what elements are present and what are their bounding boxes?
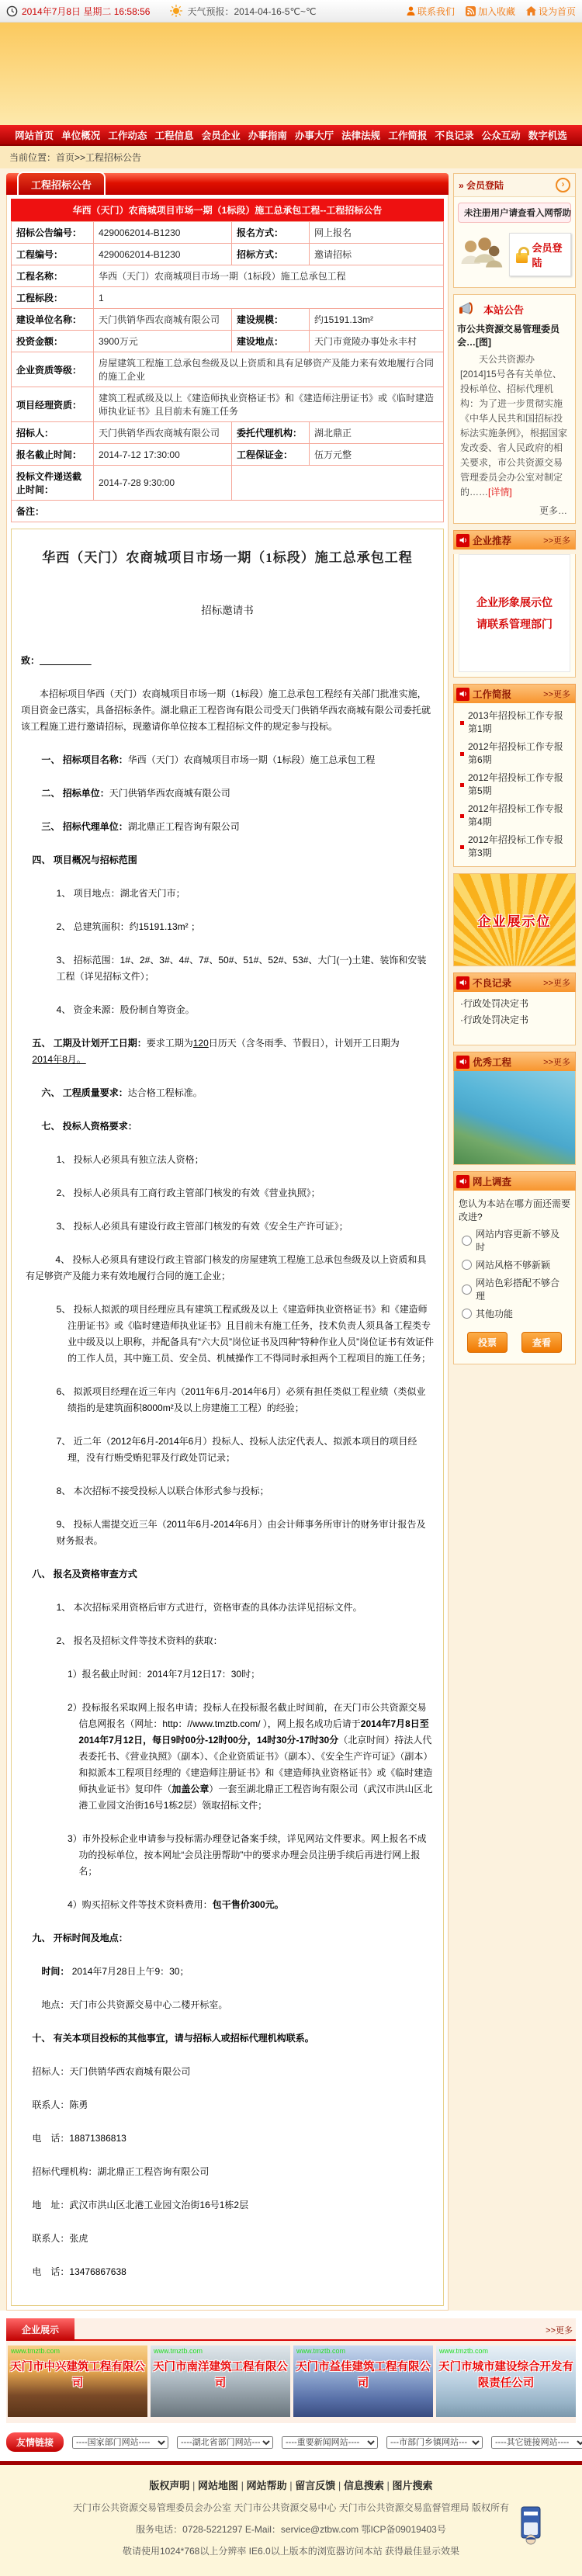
nav-item[interactable]: 办事指南: [248, 130, 287, 141]
table-row: [12, 387, 444, 422]
links-row: [72, 2436, 582, 2449]
bullet-icon: [460, 721, 464, 725]
online-survey-panel: 网上调查 您认为本站在哪方面还需要改进? 网站内容更新不够及时 网站风格不够新颖 网站色彩搭配不够合理 其他功能 投票 查看: [453, 1171, 576, 1364]
field-label: 工程名称：: [12, 265, 94, 287]
radio-icon[interactable]: [462, 1309, 472, 1319]
speaker-icon: [456, 1175, 469, 1188]
work-briefing-panel: 工作简报 >>更多 2013年招投标工作专报第1期 2012年招投标工作专报第6期 2012年招投标工作专报第5期 2012年招投标工作专报第4期 2012年招投标工作专报第3期: [453, 684, 576, 867]
doc-paragraph: 地点：天门市公共资源交易中心二楼开标室。: [41, 1999, 228, 2010]
detail-link[interactable]: [详情]: [488, 487, 512, 498]
notice-header: 本站公告: [483, 303, 525, 316]
friend-links-label: 友情链接: [6, 2432, 64, 2452]
poll-option[interactable]: 网站内容更新不够及时: [454, 1225, 575, 1256]
links-dropdown[interactable]: [72, 2436, 168, 2449]
watermark: www.tmztb.com: [439, 2347, 489, 2355]
more-link[interactable]: >>更多: [543, 536, 570, 546]
poll-option[interactable]: 网站色彩搭配不够合理: [454, 1274, 575, 1305]
briefing-list: [453, 703, 576, 867]
company-name: 天门市中兴建筑工程有限公司: [10, 2361, 145, 2390]
field-label: 工程保证金：: [232, 444, 310, 466]
footer-links: [0, 2477, 582, 2492]
doc-paragraph: 八、 报名及资格审查方式: [32, 1569, 137, 1579]
clock-icon: [6, 5, 18, 17]
nav-item[interactable]: 单位概况: [61, 130, 101, 141]
more-link[interactable]: >>更多: [543, 979, 570, 988]
radio-icon[interactable]: [462, 1236, 472, 1246]
doc-paragraph: 4、 投标人必须具有建设行政主管部门核发的房屋建筑工程施工总承包叁级及以上资质和具有足够资产及能力来有效地履行合同的施工企业；: [26, 1254, 427, 1281]
doc-paragraph: 二、 招标单位：天门供销华西农商城有限公司: [41, 788, 230, 799]
panel-header-bar: [6, 173, 449, 195]
doc-paragraph: 六、 工程质量要求：达合格工程标准。: [41, 1087, 203, 1098]
field-value: 2014-7-28 9:30:00: [94, 466, 232, 501]
current-datetime: 2014年7月8日 星期二 16:58:56: [22, 5, 151, 17]
table-row: [12, 501, 444, 522]
nav-item[interactable]: 公众互动: [481, 130, 521, 141]
radio-icon[interactable]: [462, 1260, 472, 1270]
bad-record-item[interactable]: ·行政处罚决定书: [460, 1014, 528, 1025]
footer-link[interactable]: | 网站帮助: [238, 2480, 287, 2491]
invitation-document: [11, 529, 444, 2306]
doc-paragraph: 九、 开标时间及地点：: [32, 1933, 128, 1943]
poll-option[interactable]: 网站风格不够新颖: [454, 1256, 575, 1274]
doc-paragraph: 电 话：18871386813: [32, 2133, 126, 2144]
showcase-header: 企业展示: [6, 2318, 74, 2341]
poll-options: [454, 1225, 575, 1323]
speaker-icon: [456, 534, 469, 547]
company-card[interactable]: [8, 2345, 147, 2417]
doc-paragraph: 7、 近二年（2012年6月-2014年6月）投标人、投标人法定代表人、拟派本项目的项目经理，没有行贿受贿犯罪及行政处罚记录；: [56, 1436, 417, 1463]
footer-link[interactable]: | 留言反馈: [287, 2480, 336, 2491]
company-row: [6, 2341, 576, 2418]
footer-link[interactable]: | 网站地图: [189, 2480, 238, 2491]
nav-item[interactable]: 法律法规: [341, 130, 381, 141]
footer-link[interactable]: 版权声明: [149, 2480, 190, 2491]
doc-subtitle: 招标邀请书: [201, 605, 254, 616]
links-dropdown[interactable]: [282, 2436, 378, 2449]
field-label: 招标人：: [12, 422, 94, 444]
speaker-icon: [456, 976, 469, 990]
bullet-icon: [460, 783, 464, 787]
field-value: 邀请招标: [310, 244, 444, 265]
member-login-button[interactable]: 会员登陆: [509, 233, 571, 276]
home-icon: [526, 6, 536, 16]
field-label: 工程编号：: [12, 244, 94, 265]
company-card[interactable]: [293, 2345, 433, 2417]
friend-links-bar: [0, 2423, 582, 2461]
notice-body: 天公共资源办[2014]15号各有关单位、投标单位、招标代理机构：为了进一步贯彻实施《中华人民共和国招标投标法实施条例》，根据国家发改委、省人民政府的相关要求，市公共资源交易管理委员会办公室对制定的……[详情]: [460, 354, 568, 498]
field-value: 天门供销华西农商城有限公司: [94, 422, 232, 444]
tab-tender-announcement[interactable]: 工程招标公告: [17, 172, 106, 195]
field-value: [232, 466, 444, 501]
bad-record-item[interactable]: ·行政处罚决定书: [460, 998, 528, 1009]
enterprise-recommend-panel: 企业推荐 >>更多 企业形象展示位 请联系管理部门: [453, 530, 576, 678]
footer-copyright: 天门市公共资源交易管理委员会办公室 天门市公共资源交易中心 天门市公共资源交易监督管理局 版权所有: [72, 2502, 509, 2513]
table-row: [12, 265, 444, 287]
briefing-item[interactable]: 2013年招投标工作专报第1期: [456, 707, 573, 738]
doc-paragraph: 五、 工期及计划开工日期：要求工期为120日历天（含冬雨季、节假日），计划开工日期为2014年8月。: [32, 1038, 400, 1065]
doc-paragraph: 地 址：武汉市洪山区北港工业园文治街16号1栋2层: [32, 2200, 249, 2210]
enterprise-ad-banner[interactable]: 企业展示位: [453, 873, 576, 966]
briefing-item[interactable]: 2012年招投标工作专报第4期: [456, 800, 573, 831]
table-row: [12, 244, 444, 265]
watermark: www.tmztb.com: [296, 2347, 346, 2355]
nav-item[interactable]: 工作简报: [388, 130, 428, 141]
doc-paragraph: 2）投标报名采取网上报名申请；投标人在投标报名截止时间前，在天门市公共资源交易信息网报名（网址：http：//www.tmztb.com/ ），网上报名成功后请于2014年7月8日至2014年7月12日，每日9时00分-12时00分，14时30分-17时30分（北京时间）持法人代表委托书、《营业执照》（副本）、《企业资质证书》（副本）、《安全生产许可证》（副本）和拟派本工程项目经理的《建造师注册证书》和《建造师执业资格证书》或《临时建造师执业证书》复印件（加盖公章）一套至湖北鼎正工程咨询有限公司（武汉市洪山区北港工业园文治街16号1栋2层）领取招标文件；: [68, 1702, 433, 1811]
set-homepage-link[interactable]: 设为首页: [526, 5, 576, 18]
doc-paragraph: 2、 总建筑面积：约15191.13m² ；: [56, 921, 200, 932]
briefing-item[interactable]: 2012年招投标工作专报第5期: [456, 769, 573, 800]
field-label: 报名方式：: [232, 222, 310, 244]
doc-paragraph: 1）报名截止时间：2014年7月12日17：30时；: [68, 1669, 261, 1680]
recommend-placeholder: 企业形象展示位 请联系管理部门: [459, 554, 570, 672]
speaker-icon: [456, 688, 469, 701]
table-row: [12, 352, 444, 387]
breadcrumb: 当前位置：首页>>工程招标公告: [0, 146, 582, 168]
doc-paragraph: 三、 招标代理单位：湖北鼎正工程咨询有限公司: [41, 821, 240, 832]
field-value: 1: [94, 287, 444, 309]
field-label: 报名截止时间：: [12, 444, 94, 466]
doc-paragraph: 联系人：陈勇: [32, 2099, 88, 2110]
table-row: [12, 331, 444, 352]
weather-text: 天气预报：2014-04-16-5℃~℃: [187, 5, 317, 17]
notice-more-link[interactable]: 更多…: [539, 505, 567, 516]
doc-paragraph: 1、 投标人必须具有独立法人资格；: [56, 1154, 204, 1165]
table-row: [12, 466, 444, 501]
add-favorite-link[interactable]: 加入收藏: [466, 5, 515, 18]
footer-browser-note: 敬请使用1024*768以上分辨率 IE6.0以上版本的浏览器访问本站 获得最佳显示效果: [122, 2546, 460, 2557]
doc-paragraph: 致：: [21, 655, 40, 666]
field-value: 房屋建筑工程施工总承包叁级及以上资质和具有足够资产及能力来有效地履行合同的施工企业: [94, 352, 444, 387]
doc-paragraph: 1、 项目地点：湖北省天门市；: [56, 888, 185, 899]
footer-link[interactable]: | 图片搜索: [384, 2480, 433, 2491]
bad-records-panel: 不良记录 >>更多 ·行政处罚决定书 ·行政处罚决定书: [453, 973, 576, 1045]
field-value: 天门市竟陵办事处永丰村: [310, 331, 444, 352]
sun-icon: [170, 5, 182, 17]
footer-contact: 服务电话：0728-5221297 E-Mail：service@ztbw.com 鄂ICP备09019403号: [136, 2524, 446, 2535]
field-value: 4290062014-B1230: [94, 244, 232, 265]
megaphone-icon: [459, 301, 479, 317]
company-name: 天门市城市建设综合开发有限责任公司: [438, 2361, 573, 2390]
doc-paragraph: 联系人：张虎: [32, 2233, 88, 2244]
briefing-item[interactable]: 2012年招投标工作专报第6期: [456, 738, 573, 769]
field-value: 天门供销华西农商城有限公司: [94, 309, 232, 331]
doc-title: 华西（天门）农商城项目市场一期（1标段）施工总承包工程: [42, 550, 413, 565]
main-nav: [0, 125, 582, 146]
announcement-panel: [6, 173, 449, 2311]
nav-item[interactable]: 不良记录: [435, 130, 474, 141]
field-label: 投标文件递送截止时间：: [12, 466, 94, 501]
sidebar: [453, 173, 576, 1364]
doc-paragraph: 招标代理机构：湖北鼎正工程咨询有限公司: [32, 2166, 210, 2177]
table-row: [12, 309, 444, 331]
doc-paragraph: 电 话：13476867638: [32, 2266, 126, 2277]
view-results-button[interactable]: 查看: [521, 1332, 562, 1353]
doc-paragraph: 4、 资金来源：股份制自筹资金。: [56, 1004, 195, 1015]
field-label: 企业资质等级：: [12, 352, 94, 387]
person-icon: [407, 6, 415, 16]
doc-paragraph: 6、 拟派项目经理在近三年内（2011年6月-2014年6月）必须有担任类似工程业绩（类似业绩指的是建筑面积8000m²及以上房建施工工程）的经验；: [56, 1386, 426, 1413]
top-utility-bar: [0, 0, 582, 23]
briefing-item[interactable]: 2012年招投标工作专报第3期: [456, 831, 573, 862]
site-banner: [0, 23, 582, 125]
doc-paragraph: 2、 投标人必须具有工商行政主管部门核发的有效《营业执照》；: [56, 1187, 320, 1198]
notice-link[interactable]: 市公共资源交易管理委员会…[图]: [457, 324, 560, 348]
nav-item[interactable]: 会员企业: [201, 130, 241, 141]
doc-paragraph: 十、 有关本项目投标的其他事宜，请与招标人或招标代理机构联系。: [32, 2033, 314, 2044]
field-value: 华西（天门）农商城项目市场一期（1标段）施工总承包工程: [94, 265, 444, 287]
rss-icon: [466, 6, 476, 16]
company-name: 天门市南洋建筑工程有限公司: [153, 2361, 288, 2390]
nav-item[interactable]: 网站首页: [15, 130, 54, 141]
field-label: 工程标段：: [12, 287, 94, 309]
links-dropdown[interactable]: [386, 2436, 483, 2449]
doc-paragraph: 1、 本次招标采用资格后审方式进行，资格审查的具体办法详见招标文件。: [56, 1602, 362, 1613]
bad-records-list: [453, 992, 576, 1045]
doc-paragraph: 招标人：天门供销华西农商城有限公司: [32, 2066, 191, 2077]
more-link[interactable]: >>更多: [546, 2326, 573, 2335]
field-value: 约15191.13m²: [310, 309, 444, 331]
field-label: 招标公告编号：: [12, 222, 94, 244]
poll-option[interactable]: 其他功能: [454, 1305, 575, 1323]
company-card[interactable]: [436, 2345, 576, 2417]
watermark: www.tmztb.com: [154, 2347, 203, 2355]
doc-paragraph: 一、 招标项目名称：华西（天门）农商城项目市场一期（1标段）施工总承包工程: [41, 754, 376, 765]
contact-us-link[interactable]: 联系我们: [407, 5, 455, 18]
field-label: 项目经理资质：: [12, 387, 94, 422]
info-table-body: [12, 222, 444, 522]
field-label: 备注：: [12, 501, 444, 522]
member-login-panel: [453, 173, 576, 288]
doc-paragraph: 4）购买招标文件等技术资料费用：包干售价300元。: [68, 1899, 284, 1910]
company-name: 天门市益佳建筑工程有限公司: [296, 2361, 431, 2390]
doc-paragraph: 时间： 2014年7月28日上午9：30；: [41, 1966, 189, 1977]
field-value: 伍万元整: [310, 444, 444, 466]
nav-item[interactable]: 工作动态: [108, 130, 147, 141]
bullet-icon: [460, 814, 464, 818]
doc-paragraph: 3、 投标人必须具有建设行政主管部门核发的有效《安全生产许可证》；: [56, 1221, 348, 1232]
field-label: 委托代理机构：: [232, 422, 310, 444]
doc-paragraph: 2、 报名及招标文件等技术资料的获取：: [56, 1635, 223, 1646]
radio-icon[interactable]: [462, 1285, 472, 1295]
company-card[interactable]: [151, 2345, 290, 2417]
doc-paragraph: 9、 投标人需提交近三年（2011年6月-2014年6月）由会计师事务所审计的财务审计报告及财务报表。: [56, 1519, 426, 1546]
nav-item[interactable]: 工程信息: [154, 130, 194, 141]
doc-paragraph: 3、 招标范围：1#、2#、3#、4#、7#、50#、51#、52#、53#、大门(一)土建、装饰和安装工程（详见招标文件）；: [56, 955, 427, 982]
vote-button[interactable]: 投票: [467, 1332, 508, 1353]
speaker-icon: [456, 1056, 469, 1069]
registration-help-link[interactable]: 未注册用户请查看入网帮助: [458, 203, 571, 223]
field-label: 建设地点：: [232, 331, 310, 352]
watermark: www.tmztb.com: [11, 2347, 61, 2355]
table-row: [12, 287, 444, 309]
field-value: 建筑工程贰级及以上《建造师执业资格证书》和《建造师注册证书》或《临时建造师执业证书》且目前未有施工任务: [94, 387, 444, 422]
announcement-title-bar: 华西（天门）农商城项目市场一期（1标段）施工总承包工程--工程招标公告: [11, 199, 444, 221]
field-label: 招标方式：: [232, 244, 310, 265]
footer: [0, 2465, 582, 2576]
field-value: 湖北鼎正: [310, 422, 444, 444]
doc-paragraph: 3）市外投标企业申请参与投标需办理登记备案手续，详见网站文件要求。网上报名不成功的投标单位，按本网址“会员注册帮助”中的要求办理会员注册手续后再进行网上报名；: [68, 1833, 427, 1877]
links-dropdown[interactable]: [177, 2436, 273, 2449]
footer-link[interactable]: | 信息搜索: [335, 2480, 384, 2491]
bullet-icon: [460, 752, 464, 756]
lock-icon: [516, 253, 527, 263]
excellent-projects-panel: 优秀工程 >>更多: [453, 1052, 576, 1165]
site-notice-panel: [453, 294, 576, 524]
table-row: [12, 444, 444, 466]
doc-paragraph: 5、 投标人拟派的项目经理应具有建筑工程贰级及以上《建造师执业资格证书》和《建造师注册证书》或《临时建造师执业证书》且目前未有施工任务，技术负责人须具备工程类专业中级及以上职称，并配备具有“六大员”岗位证书及四种“特种作业人员”岗位证书有效证件的工作人员，其中施工员、安全员、机械操作工不得同时承担两个工程项目的施工任务；: [56, 1304, 434, 1364]
police-badge-icon[interactable]: [514, 2505, 548, 2546]
table-row: [12, 222, 444, 244]
bullet-icon: [460, 845, 464, 849]
doc-paragraph: 四、 项目概况与招标范围: [32, 855, 137, 865]
tender-info-table: [11, 221, 444, 522]
doc-paragraph: 七、 投标人资格要求：: [41, 1121, 137, 1132]
enterprise-showcase: [6, 2318, 576, 2423]
field-value: 2014-7-12 17:30:00: [94, 444, 232, 466]
doc-paragraph: 8、 本次招标不接受投标人以联合体形式参与投标；: [56, 1486, 269, 1496]
member-login-header: » 会员登陆: [459, 180, 504, 191]
field-label: 建设单位名称：: [12, 309, 94, 331]
field-label: 建设规模：: [232, 309, 310, 331]
field-value: 4290062014-B1230: [94, 222, 232, 244]
field-value: 3900万元: [94, 331, 232, 352]
links-dropdown[interactable]: [491, 2436, 582, 2449]
main-content-area: [0, 168, 582, 2311]
members-illustration: [458, 231, 504, 278]
field-value: 网上报名: [310, 222, 444, 244]
nav-item[interactable]: 数字机选: [528, 130, 567, 141]
doc-paragraph: 本招标项目华西（天门）农商城项目市场一期（1标段）施工总承包工程经有关部门批准实施，项目资金已落实，具备招标条件。湖北鼎正工程咨询有限公司受天门供销华西农商城有限公司委托就该工程施工进行邀请招标，现邀请你单位按本工程招标文件的规定参与投标。: [21, 688, 431, 732]
table-row: [12, 422, 444, 444]
field-label: 投资金额：: [12, 331, 94, 352]
project-photo[interactable]: [454, 1071, 575, 1164]
doc-paragraphs: [21, 653, 434, 2280]
arrow-circle-icon[interactable]: ›: [556, 178, 570, 192]
more-link[interactable]: >>更多: [543, 1058, 570, 1067]
nav-item[interactable]: 办事大厅: [295, 130, 334, 141]
poll-question: 您认为本站在哪方面还需要改进?: [459, 1198, 571, 1222]
more-link[interactable]: >>更多: [543, 690, 570, 699]
